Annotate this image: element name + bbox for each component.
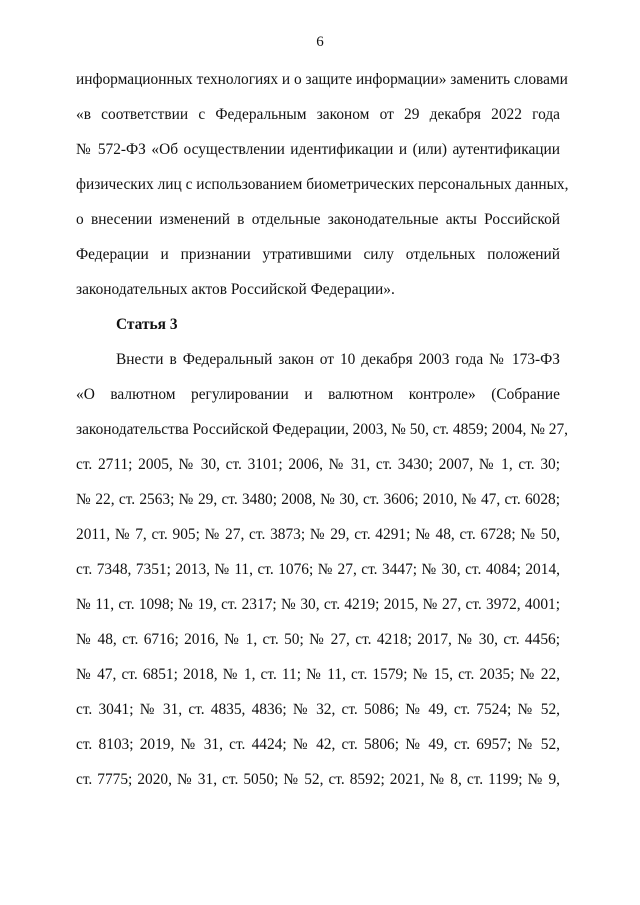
text-line: ст. 7348, 7351; 2013, № 11, ст. 1076; № 27, ст. 3447; № 30, ст. 4084; 2014,: [76, 561, 560, 578]
text-line: ст. 3041; № 31, ст. 4835, 4836; № 32, ст. 5086; № 49, ст. 7524; № 52,: [76, 701, 560, 718]
text-line: № 47, ст. 6851; 2018, № 1, ст. 11; № 11, ст. 1579; № 15, ст. 2035; № 22,: [76, 666, 560, 683]
text-line: ст. 2711; 2005, № 30, ст. 3101; 2006, № 31, ст. 3430; 2007, № 1, ст. 30;: [76, 456, 560, 473]
text-line: Федерации и признании утратившими силу отдельных положений: [76, 246, 560, 263]
article-heading: Статья 3: [116, 316, 178, 333]
text-line: физических лиц с использованием биометрических персональных данных,: [76, 176, 569, 193]
text-line: о внесении изменений в отдельные законодательные акты Российской: [76, 211, 560, 228]
page-number: 6: [316, 34, 324, 50]
text-line: законодательных актов Российской Федерации».: [76, 281, 395, 298]
text-line: информационных технологиях и о защите информации» заменить словами: [76, 71, 568, 88]
text-line: № 22, ст. 2563; № 29, ст. 3480; 2008, № 30, ст. 3606; 2010, № 47, ст. 6028;: [76, 491, 560, 508]
text-line: «О валютном регулировании и валютном контроле» (Собрание: [76, 386, 560, 403]
text-line: «в соответствии с Федеральным законом от 29 декабря 2022 года: [76, 106, 560, 123]
text-line: 2011, № 7, ст. 905; № 27, ст. 3873; № 29, ст. 4291; № 48, ст. 6728; № 50,: [76, 526, 560, 543]
text-line: ст. 8103; 2019, № 31, ст. 4424; № 42, ст. 5806; № 49, ст. 6957; № 52,: [76, 736, 560, 753]
text-line: законодательства Российской Федерации, 2003, № 50, ст. 4859; 2004, № 27,: [76, 421, 569, 438]
text-line: № 11, ст. 1098; № 19, ст. 2317; № 30, ст. 4219; 2015, № 27, ст. 3972, 4001;: [76, 596, 560, 613]
text-line: № 48, ст. 6716; 2016, № 1, ст. 50; № 27, ст. 4218; 2017, № 30, ст. 4456;: [76, 631, 560, 648]
text-line: ст. 7775; 2020, № 31, ст. 5050; № 52, ст. 8592; 2021, № 8, ст. 1199; № 9,: [76, 771, 560, 788]
text-line: Внести в Федеральный закон от 10 декабря 2003 года № 173-ФЗ: [116, 351, 560, 368]
text-line: № 572-ФЗ «Об осуществлении идентификации и (или) аутентификации: [76, 141, 560, 158]
